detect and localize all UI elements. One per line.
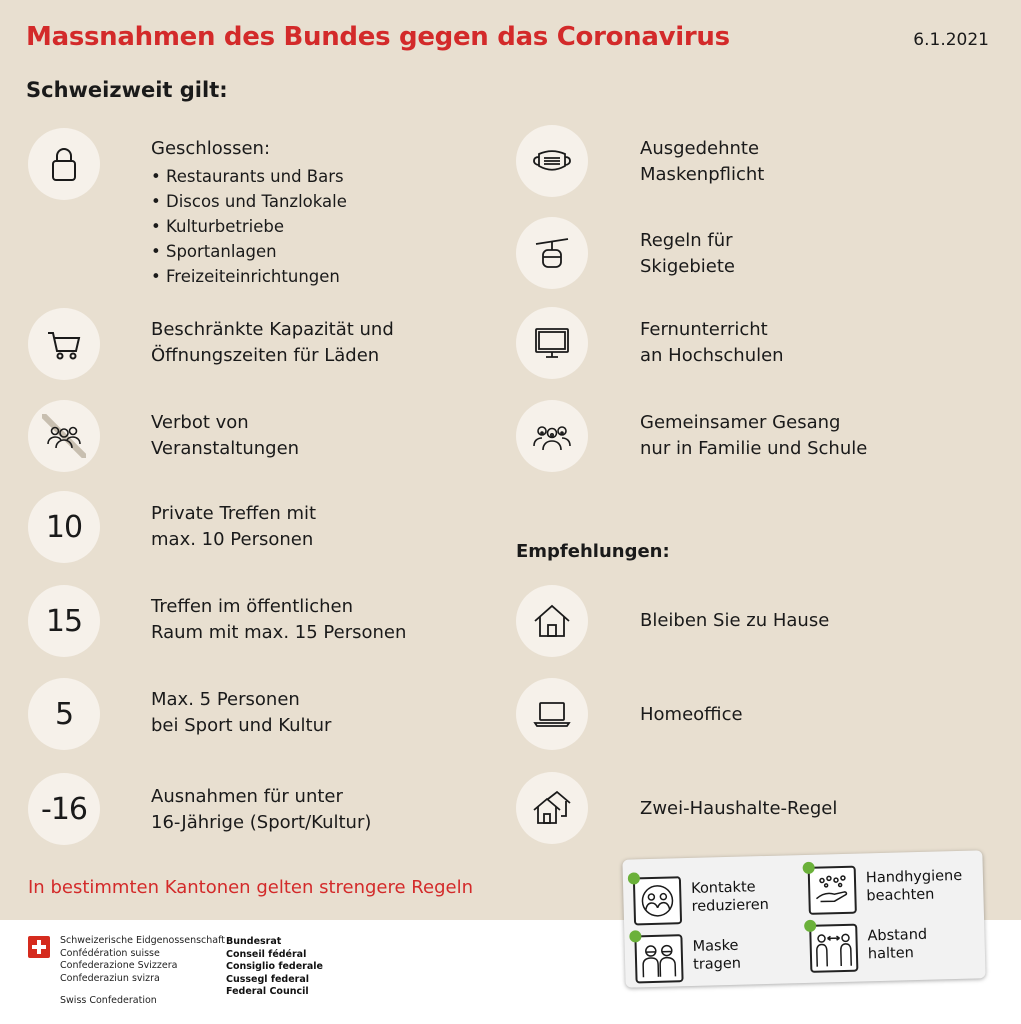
page-title: Massnahmen des Bundes gegen das Coronavirus [26,22,730,52]
text-line: Ausgedehnte [640,138,760,159]
card-text [866,867,963,906]
text-line: Bundesrat [226,936,282,947]
text-line: Regeln für [640,230,733,251]
card-text [691,878,769,916]
text-line: Private Treffen mit [151,503,317,524]
text-line: Abstand [867,926,928,945]
list-item: • Sportanlagen [151,239,347,264]
closed-heading: Geschlossen: [151,138,271,159]
number-10-badge [28,491,100,563]
text-line: an Hochschulen [640,345,784,366]
confederation-names [60,935,225,985]
text-line: nur in Familie und Schule [640,438,868,459]
stay-home-text: Bleiben Sie zu Hause [640,610,830,631]
private-meetings-info [151,501,316,553]
text-line: 16-Jährige (Sport/Kultur) [151,812,372,833]
list-item: • Kulturbetriebe [151,214,347,239]
public-meetings-info [151,594,406,646]
ski-info [640,228,735,280]
two-household-text: Zwei-Haushalte-Regel [640,798,838,819]
under-16-badge [28,773,100,845]
singing-info [640,410,867,462]
closed-list [151,164,347,289]
text-line: Confédération suisse [60,947,160,959]
events-ban-info [151,410,299,462]
list-item: • Freizeiteinrichtungen [151,264,347,289]
laptop-icon [516,678,588,750]
number-5-badge [28,678,100,750]
wear-mask-icon [634,934,683,983]
text-line: Kontakte [690,879,756,897]
text-line: Treffen im öffentlichen [151,596,354,617]
text-line: Max. 5 Personen [151,689,300,710]
hand-hygiene-icon [808,866,857,915]
date-label: 6.1.2021 [913,30,989,50]
text-line: Cussegl federal [226,973,310,985]
text-line: halten [867,945,915,963]
shops-info [151,317,394,369]
text-line: Confederaziun svizra [60,972,160,984]
list-item: • Discos und Tanzlokale [151,189,347,214]
list-item: • Restaurants und Bars [151,164,347,189]
text-line: Handhygiene [865,867,963,887]
number-15-badge [28,585,100,657]
text-line: reduzieren [691,896,770,915]
shopping-cart-icon [28,308,100,380]
text-line: bei Sport und Kultur [151,715,332,736]
text-line: Gemeinsamer Gesang [640,412,841,433]
keep-distance-icon [809,924,858,973]
two-houses-icon [516,772,588,844]
text-line: Verbot von [151,412,249,433]
text-line: Öffnungszeiten für Läden [151,345,380,366]
text-line: max. 10 Personen [151,529,314,550]
card-text [867,926,928,964]
mask-info [640,136,764,188]
house-icon [516,585,588,657]
canton-note: In bestimmten Kantonen gelten strengere Regeln [28,877,473,898]
text-line: Beschränkte Kapazität und [151,319,394,340]
text-line: Consiglio federale [226,961,323,972]
text-line: Ausnahmen für unter [151,786,343,807]
homeoffice-text: Homeoffice [640,704,743,725]
text-line: tragen [692,955,742,973]
text-line: beachten [866,886,935,905]
number-label: 5 [54,696,74,732]
number-label: 15 [45,603,83,639]
text-line: Raum mit max. 15 Personen [151,622,407,643]
text-line: Maskenpflicht [640,164,765,185]
sport-culture-info [151,687,331,739]
confederation-en: Swiss Confederation [60,995,157,1006]
cable-car-icon [516,217,588,289]
face-mask-icon [516,125,588,197]
singing-group-icon [516,400,588,472]
section-nationwide-heading: Schweizweit gilt: [26,78,228,102]
text-line: Federal Council [226,986,309,997]
hygiene-card [622,850,985,987]
no-crowd-icon [28,400,100,472]
number-label: 10 [45,509,83,545]
text-line: Skigebiete [640,256,735,277]
text-line: Schweizerische Eidgenossenschaft [60,935,226,946]
text-line: Confederazione Svizzera [60,960,178,971]
swiss-flag-icon [28,936,50,958]
text-line: Fernunterricht [640,319,768,340]
remote-learning-info [640,317,784,369]
federal-council-names [226,936,323,999]
closed-info [151,136,347,289]
text-line: Maske [692,937,739,955]
card-text [692,937,741,974]
text-line: Veranstaltungen [151,438,300,459]
section-recommendations-heading: Empfehlungen: [516,541,670,562]
number-label: -16 [41,791,87,827]
under-16-info [151,784,371,836]
reduce-contacts-icon [633,876,682,925]
lock-icon [28,128,100,200]
monitor-icon [516,307,588,379]
text-line: Conseil fédéral [226,948,307,960]
